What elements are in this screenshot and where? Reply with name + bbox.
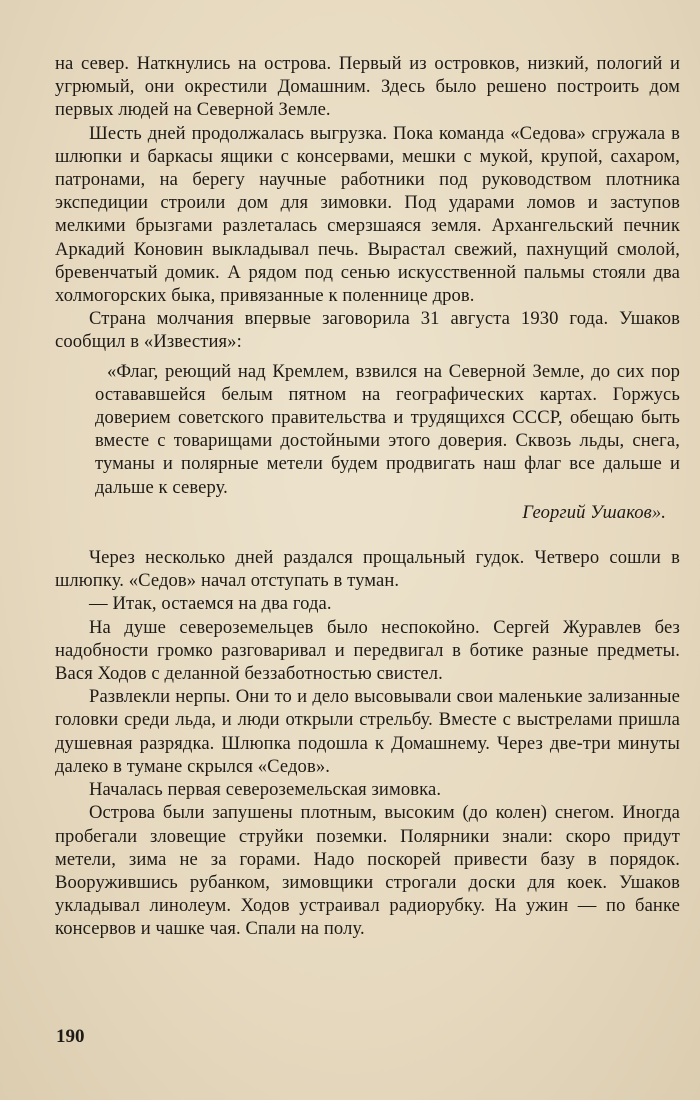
page-body xyxy=(55,52,680,941)
paragraph-unease: На душе североземельцев было неспокойно. Сергей Журавлев без надобности громко разговаривал и передвигал в ботике разные предметы. Вася Ходов с деланной беззаботностью свистел. xyxy=(55,616,680,685)
page-number: 190 xyxy=(56,1026,85,1047)
paragraph-unloading: Шесть дней продолжалась выгрузка. Пока команда «Седова» сгружала в шлюпки и баркасы ящики с консервами, мешки с мукой, крупой, сахаром, патронами, на берегу научные работники под руководством плотника экспедиции строили дом для зимовки. Под ударами ломов и заступов мелкими брызгами разлеталась смерзшаяся земля. Архангельский печник Аркадий Коновин выкладывал печь. Вырастал свежий, пахнущий смолой, бревенчатый домик. А рядом под сенью искусственной пальмы стояли два холмогорских быка, привязанные к поленнице дров. xyxy=(55,122,680,307)
paragraph-wintering-begins: Началась первая североземельская зимовка. xyxy=(89,779,442,801)
paragraph-snow: Острова были запушены плотным, высоким (до колен) снегом. Иногда пробегали зловещие струйки поземки. Полярники знали: скоро придут метели, зима не за горами. Надо поскорей привести базу в порядок. Вооружившись рубанком, зимовщики строгали доски для коек. Ушаков укладывал линолеум. Ходов устраивал радиорубку. На ужин — по банке консервов и чашке чая. Спали на полу. xyxy=(55,802,680,940)
paragraph-arrival: на север. Наткнулись на острова. Первый из островков, низкий, пологий и угрюмый, они окрестили Домашним. Здесь было решено построить дом первых людей на Северной Земле. xyxy=(55,53,680,121)
section-gap xyxy=(55,524,680,546)
paragraph-farewell: Через несколько дней раздался прощальный гудок. Четверо сошли в шлюпку. «Седов» начал отступать в туман. xyxy=(55,547,680,592)
paragraph-two-years: — Итак, остаемся на два года. xyxy=(89,593,332,615)
paragraph-seals: Развлекли нерпы. Они то и дело высовывали свои маленькие зализанные головки среди льда, и люди открыли стрельбу. Вместе с выстрелами пришла душевная разрядка. Шлюпка подошла к Домашнему. Через две-три минуты далеко в тумане скрылся «Седов». xyxy=(55,686,680,777)
telegram-quote: «Флаг, реющий над Кремлем, взвился на Северной Земле, до сих пор остававшейся белым пятном на географических картах. Горжусь доверием советского правительства и трудящихся СССР, обещаю быть вместе с товарищами достойными этого доверия. Сквозь льды, снега, туманы и полярные метели будем продвигать наш флаг все дальше и дальше к северу. xyxy=(95,360,680,498)
paragraph-first-message: Страна молчания впервые заговорила 31 августа 1930 года. Ушаков сообщил в «Известия»: xyxy=(55,308,680,353)
quote-signature: Георгий Ушаков». xyxy=(522,501,666,523)
